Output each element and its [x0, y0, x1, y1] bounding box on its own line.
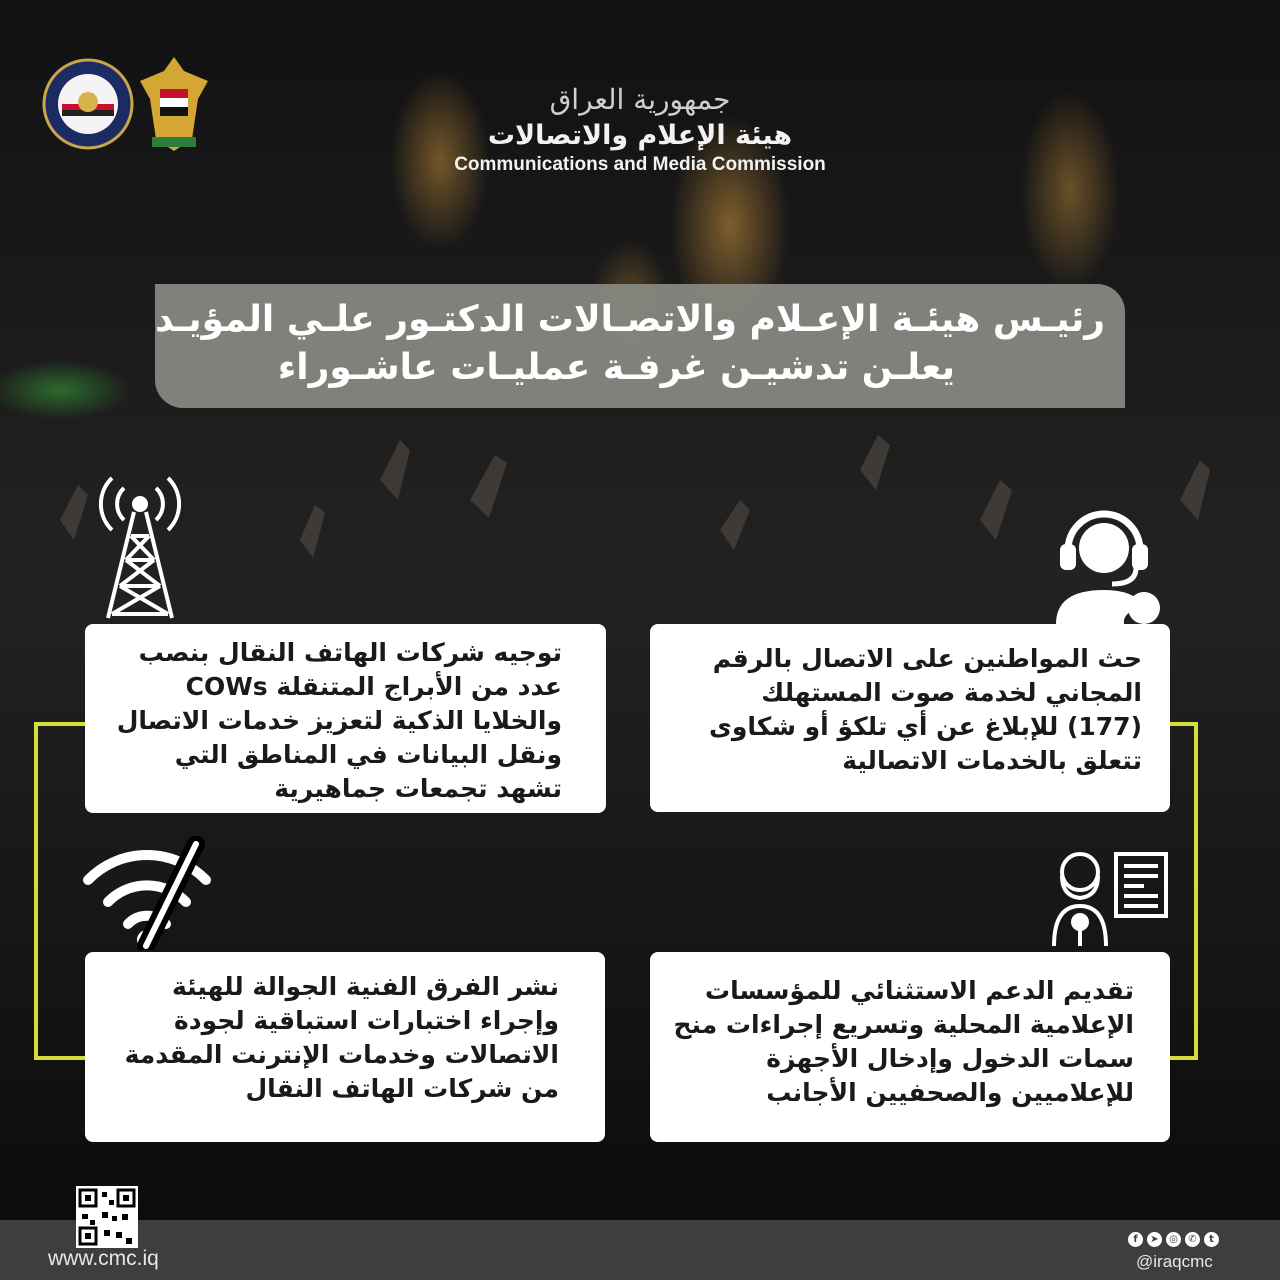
facebook-icon[interactable]: f — [1128, 1232, 1143, 1247]
website-link[interactable]: www.cmc.iq — [48, 1247, 159, 1270]
card-consumer-hotline-text: حث المواطنين على الاتصال بالرقم المجاني لخدمة صوت المستهلك (177) للإبلاغ عن أي تلكؤ أو شكاوى تتعلق بالخدمات الاتصالية — [708, 644, 1142, 775]
card-mobile-towers — [85, 624, 606, 813]
headline-line-1: رئيـس هيئـة الإعـلام والاتصـالات الدكتـور علـي المؤيـد — [155, 299, 1105, 340]
commission-name-english: Communications and Media Commission — [454, 154, 826, 175]
twitter-icon[interactable]: t — [1204, 1232, 1219, 1247]
cmc-logo — [42, 58, 134, 150]
instagram-icon[interactable]: ◎ — [1166, 1232, 1181, 1247]
footer-bar — [0, 1220, 1280, 1280]
right-connector-line — [1170, 722, 1198, 1060]
iraq-coat-of-arms — [138, 55, 210, 155]
card-mobile-towers-text: توجيه شركات الهاتف النقال بنصب عدد من الأبراج المتنقلة COWs والخلايا الذكية لتعزيز خدمات الاتصال ونقل البيانات في المناطق التي تشهد تجمعات جماهيرية — [116, 638, 562, 803]
qr-code[interactable] — [76, 1186, 138, 1248]
card-technical-teams — [85, 952, 605, 1142]
card-consumer-hotline — [650, 624, 1170, 812]
commission-name-arabic: هيئة الإعلام والاتصالات — [487, 120, 793, 151]
social-handle[interactable]: @iraqcmc — [1136, 1252, 1213, 1271]
card-technical-teams-text: نشر الفرق الفنية الجوالة للهيئة وإجراء اختبارات استباقية لجودة الاتصالات وخدمات الإنترنت المقدمة من شركات الهاتف النقال — [124, 972, 559, 1103]
headline-line-2: يعلـن تدشيـن غرفـة عمليـات عاشـوراء — [277, 347, 955, 388]
whatsapp-icon[interactable]: ✆ — [1185, 1232, 1200, 1247]
card-media-support — [650, 952, 1170, 1142]
telegram-icon[interactable]: ➤ — [1147, 1232, 1162, 1247]
card-media-support-text: تقديم الدعم الاستثنائي للمؤسسات الإعلامية المحلية وتسريع إجراءات منح سمات الدخول وإدخال الأجهزة للإعلاميين والصحفيين الأجانب — [673, 976, 1134, 1107]
republic-of-iraq-calligraphy: جمهورية العراق — [549, 83, 731, 116]
headline — [155, 296, 1105, 392]
header — [400, 82, 880, 176]
cell-tower-icon — [98, 466, 182, 626]
wifi-off-icon — [80, 836, 214, 950]
call-center-agent-icon — [1050, 500, 1162, 624]
journalist-icon — [1050, 846, 1170, 948]
